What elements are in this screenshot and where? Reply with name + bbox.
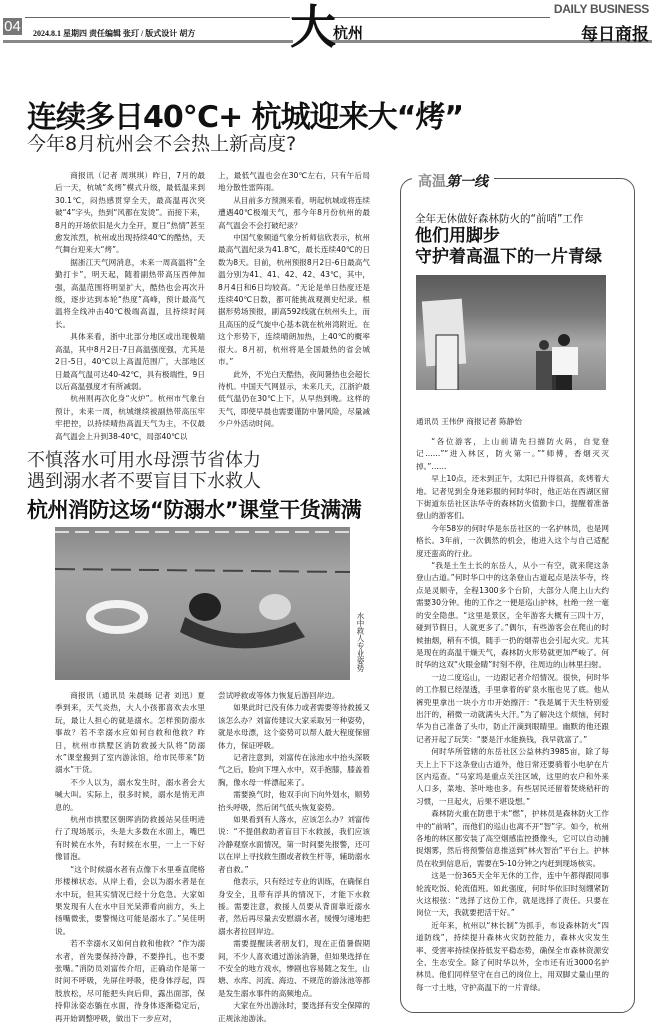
forest-ranger-photo [416, 275, 606, 390]
photo-illustration [55, 527, 350, 680]
photo-caption: 水中救人专业姿势 [356, 612, 365, 672]
article2-kicker [27, 450, 261, 492]
kicker-line-2: 遇到溺水者不要盲目下水救人 [27, 471, 261, 492]
paragraph: 早上10点，还未到正午，太阳已升得很高，炙烤着大地。记者见到全身迷彩服的何时华时，他正站在西湖区留下街道东岳社区法华寺的森林防火值勤卡口，提醒着准备登山的游客们。 [416, 474, 609, 521]
paragraph: 据浙江天气网消息，未来一周高温将“全勤打卡”，明天起，随着副热带高压西伸加强，高温范围将明显扩大，酷热也会再次升级，逐步达到本轮“热度”高峰，预计最高气温将全线冲击40℃极端高温，且持续时间长。 [55, 257, 205, 329]
swimming-rescue-photo [55, 527, 350, 680]
article1-column-1 [55, 170, 205, 443]
paragraph: 他表示，只有经过专业的训练，在确保自身安全，且带有浮具的情况下，才能下水救援。需要注意，救援人员要从背面靠近溺水者，然后再尽量去安慰溺水者，缓慢匀速地把溺水者拉回岸边。 [218, 877, 370, 936]
paragraph: 上，最低气温也会在30℃左右，只有午后局地分散性雷阵雨。 [218, 171, 370, 193]
sidebar-byline: 通讯员 王伟伊 商报记者 陈静怡 [416, 417, 522, 426]
sidebar-tag [412, 171, 494, 191]
headline-line-2: 守护着高温下的一片青绿 [415, 247, 602, 267]
paragraph: 中国气象频道气象分析师信欣表示，杭州最高气温纪录为41.8℃，最长连续40℃的日数为8天。目前，杭州预报8月2日-6日最高气温分别为41、41、42、42、43℃，其中，8月4日和6日均较高。“无论是单日热度还是连续40℃日数，都可能挑战观测史纪录。根据形势场预报，副高592线就在杭州头上，而且高压的反气旋中心基本就在杭州湾附近。在这个形势下，连续晴朗加热，上40℃的概率很大。8月初，杭州将是全国最热的省会城市。” [218, 233, 370, 367]
article1-column-2 [218, 170, 370, 431]
tag-part-1: 高温 [418, 174, 446, 190]
article2-headline: 杭州消防这场“防溺水”课堂干货满满 [27, 498, 362, 522]
headline-line-1: 他们用脚步 [415, 226, 500, 246]
sidebar-subtitle: 全年无休做好森林防火的“前哨”工作 [415, 213, 584, 225]
brand-name: 每日商报 [581, 25, 649, 45]
paragraph: 需要提醒读者朋友们，现在正值暑假期间，不少人喜欢通过游泳消暑，但如果选择在不安全的地方戏水，惨剧也容易随之发生，山塘、水库、河流、海边、不规范的游泳池等都是发生溺水事件的高频地点。 [218, 939, 370, 998]
paragraph: 商报讯（通讯员 朱晨旸 记者 刘迅）夏季到来，天气炎热，大人小孩都喜欢去水里玩，最让人担心的就是溺水。怎样预防溺水事故？若不幸溺水应如何自救和他救？昨日，杭州市拱墅区消防救援大队将“防溺水”课堂搬到了室内游泳馆，给市民带来“防溺水”干货。 [55, 691, 205, 775]
paragraph: 尝试呼救或等体力恢复后游回岸边。 [218, 691, 340, 700]
section-name: 杭州 [333, 24, 364, 42]
paragraph: 大家在外出游泳时，要选择有安全保障的正规泳池游泳。 [218, 1001, 370, 1023]
paragraph: 一边二度巡山，一边跟记者介绍情况。很快，何时华的工作服已经湿透，手里拿着的矿泉水瓶也见了底。他从裤兜里拿出一块小方巾开始擦汗：“我是属于天生特别爱出汗的，稍微一动就满头大汗。”为了解决这个烦恼，何时华为自己准备了头巾，防止汗滴到眼睛里。幽默的他还跟记者开起了玩笑：“要是汗水能换钱，我早就富了。” [416, 672, 609, 744]
paragraph: 需要换气时，他双手向下向外划水，顺势抬头呼吸，然后闭气低头恢复姿势。 [218, 790, 370, 812]
paragraph: 具体来看，浙中北部分地区或出现极端高温，其中8月2日-7日高温强度强，尤其是2日-5日，40℃以上高温范围广，大部地区日最高气温可达40-42℃，具有极端性，9日以后高温强度才有所减弱。 [55, 332, 205, 391]
paragraph: 商报讯（记者 周琪琪）昨日，7月的最后一天，杭城“炙烤”模式升级，最低温来到30.1℃，闷热感贯穿全天，最高温再次突破“4”字头，热到“风都在发烫”。而接下来，8月的开场依旧是火力全开，夏日“热情”甚至愈发浓烈，杭州或出现持续40℃的酷热，天气舞台迎来大“烤”。 [55, 171, 205, 255]
header-rule [328, 17, 550, 18]
sidebar-headline [415, 226, 602, 268]
dateline: 2024.8.1 星期四 责任编辑 张玎 / 版式设计 胡方 [33, 29, 196, 38]
paragraph: “各位游客，上山前请先扫描防火码，自觉登记……”“进入林区，防火第一。”“师傅，香烟灭灭掉。”…… [416, 437, 609, 471]
article1-subtitle: 今年8月杭州会不会热上新高度? [27, 133, 297, 155]
paragraph: 何时华所管辖的东岳社区公益林约3985亩，除了每天上上下下这条登山古道外，他日常还要骑着小电驴在片区内巡查。“马家坞是重点关注区域，这里的农户和外来人口多，菜地、茶叶地也多。有些居民还留着焚烧秸秆的习惯，一旦起火，后果不堪设想。” [416, 747, 609, 806]
paragraph: 这是一份365天全年无休的工作，连中午都得跟同事轮流吃饭、轮流值班。如此强度，何时华依旧时刻绷紧防火这根弦：“选择了这份工作，就是选择了责任。只要在岗位一天，我就要把活干好。” [416, 871, 609, 918]
tag-part-2: 第一线 [446, 174, 488, 190]
header-rule [25, 17, 290, 18]
paragraph: “这个时候溺水者有点像下水里垂直爬格形楼梯状态。从岸上看，会以为溺水者是在水中玩，但其实情况已经十分危急。大家如果发现有人在水中目光呆滞看向前方，头上扬嘴微张，要警惕这可能是溺水了。”吴佳明说。 [55, 864, 205, 936]
paragraph: 近年来，杭州以“林长制”为抓手，布设森林防火“四道防线”，持续提升森林火灾防控能力，森林火灾发生率、受害率持续保持低发平稳态势，确保全市森林资源安全、生态安全。除了何时华以外，全市还有近3000名护林员。他们同样坚守在自己的岗位上，用双脚丈量山里的每一寸土地，守护高温下的一片青绿。 [416, 920, 609, 992]
paragraph: 不少人以为，溺水发生时，溺水者会大喊大叫。实际上，很多时候，溺水是悄无声息的。 [55, 777, 205, 812]
section-logo: 大 [290, 0, 336, 54]
photo-illustration [416, 275, 606, 390]
header-rule [3, 40, 293, 43]
paragraph: “我是土生土长的东岳人，从小一有空，就来爬这条登山古道。”何时华口中的这条登山古道起点是法华寺，终点是灵顺寺，全程1300多个台阶，大部分人爬上山大约需要30分钟。他的工作之一便是巡山护林，杜绝一丝一毫的安全隐患。“这里是景区，全年游客大概有三四十万，碰到节假日，人就更多了。”偶尔，有些游客会在爬山的时候抽烟，稍有不慎，随手一扔的烟蒂也会引起火灾。尤其是现在的高温干燥天气，森林防火形势就更加严峻了。何时华的这双“火眼金睛”时刻不停，往周边的山林里扫射。 [416, 561, 609, 670]
article2-column-1 [55, 690, 205, 1025]
paragraph: 此外，不光白天酷热，夜间暑热也会超长待机。中国天气网显示，未来几天，江浙沪最低气温仍在30℃上下，从早热到晚。这样的天气，即使早晨也需要谨防中暑风险，尽量减少户外活动时间。 [218, 369, 370, 429]
paragraph: 森林防火重在防患于未“燃”，护林员是森林防火工作中的“前哨”，而他们的巡山也离不开“智”字。如今，杭州各地的林区都安装了高空烟感监控摄像头，它可以自动捕捉烟雾，然后将预警信息推送到“林火智治”平台上。护林员在收到信息后，需要在5-10分钟之内赶到现场核实。 [416, 809, 609, 868]
kicker-line-1: 不慎落水可用水母漂节省体力 [27, 450, 261, 471]
paragraph: 从目前多方预测来看，明起杭城或将连续遭遇40℃极端天气，那今年8月份杭州的最高气温会不会打破纪录？ [218, 195, 370, 230]
paragraph: 今年58岁的何时华是东岳社区的一名护林员，也是网格长。3年前，一次偶然的机会，他进入这个与自己适配度还蛮高的行业。 [416, 523, 609, 558]
paragraph: 杭州则再次化身“火炉”。杭州市气象台预计，未来一周，杭城继续被副热带高压牢牢把控，以持续晴热高温天气为主，不仅最高气温会上升到38-40℃，局部40℃以 [55, 394, 205, 441]
article1-headline: 连续多日40℃+ 杭城迎来大“烤” [27, 100, 464, 135]
article2-column-2 [218, 690, 370, 1025]
paragraph: 如果看到有人落水，应该怎么办？刘富传说：“不提倡救助者盲目下水救援，我们应该冷静观察水面情况，第一时间要先报警，还可以在岸上寻找救生圈或者救生杆等，辅助溺水者自救。” [218, 815, 370, 874]
paragraph: 如果此时已没有体力或者需要等待救援又该怎么办？刘富传建议大家采取另一种姿势，就是水母漂，这个姿势可以帮人最大程度保留体力，保证呼吸。 [218, 703, 370, 750]
page-number: 04 [4, 18, 21, 35]
sidebar-body [416, 436, 609, 994]
paragraph: 杭州市拱墅区朝晖消防救援站吴佳明进行了现场展示，头是大多数在水面上，嘴巴有时候在水外，有时候在水里，一上一下好像冒泡。 [55, 815, 205, 862]
paragraph: 记者注意到，刘富传在泳池水中抬头深吸气之后，脸向下埋入水中，双手抱膝，膝盖着胸，像水母一样漂起来了。 [218, 753, 370, 787]
brand-english: DAILY BUSINESS [553, 2, 649, 16]
paragraph: 若不幸溺水又如何自救和他救？“作为溺水者，首先要保持冷静，不要挣扎，也不要张嘴。”消防员刘富传介绍，正确动作是第一时间不呼吸，先屏住呼吸，使身体浮起，四肢放松，尽可能把头向后仰，露出面部，保持仰泳姿态躺在水面，待身体逐渐稳定后，再开始调整呼吸，做出下一步应对， [55, 939, 205, 1023]
